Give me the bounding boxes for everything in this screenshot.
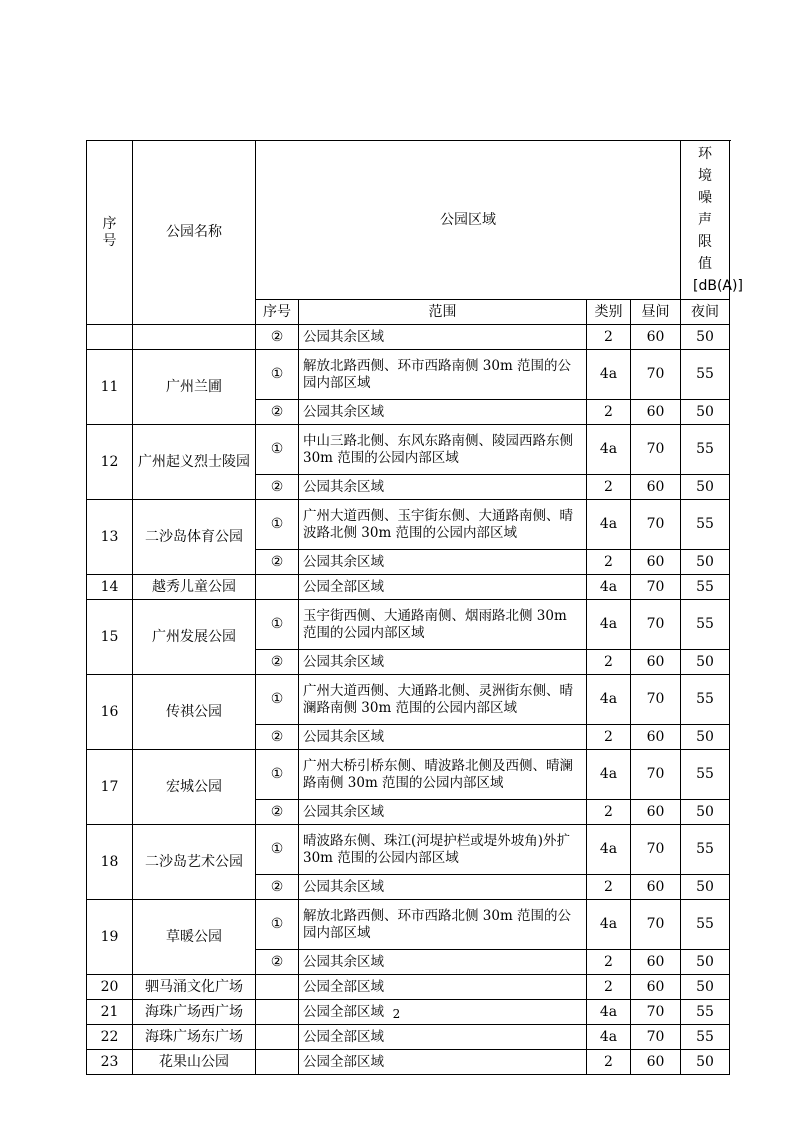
zone-range: 晴波路东侧、珠江(河堤护栏或堤外坡角)外扩 30m 范围的公园内部区域 [299,825,587,875]
zone-category: 2 [587,875,631,900]
zone-category: 4a [587,900,631,950]
limit-day: 60 [631,950,681,975]
park-name: 广州发展公园 [133,600,256,675]
zone-mark [256,1050,299,1075]
park-name: 驷马涌文化广场 [133,975,256,1000]
zone-range: 玉宇街西侧、大通路南侧、烟雨路北侧 30m 范围的公园内部区域 [299,600,587,650]
limit-night: 55 [681,350,730,400]
park-name: 海珠广场西广场 [133,1000,256,1025]
zone-mark: ① [256,825,299,875]
limit-night: 50 [681,975,730,1000]
table-row [87,600,730,650]
noise-limit-table [86,140,743,1075]
zone-range: 公园其余区域 [299,325,587,350]
zone-mark [256,575,299,600]
zone-range: 公园全部区域 [299,575,587,600]
limit-day: 70 [631,825,681,875]
limit-day: 70 [631,900,681,950]
zone-mark: ① [256,600,299,650]
limit-day: 60 [631,975,681,1000]
zone-category: 4a [587,500,631,550]
row-seq: 23 [87,1050,133,1075]
zone-range: 公园其余区域 [299,550,587,575]
park-name: 广州起义烈士陵园 [133,425,256,500]
row-seq: 16 [87,675,133,750]
header-night: 夜间 [681,300,730,325]
limit-day: 70 [631,425,681,475]
park-name: 宏城公园 [133,750,256,825]
header-noise-limit: 环境噪声限值[dB(A)] [681,141,730,300]
zone-category: 2 [587,800,631,825]
zone-category: 2 [587,325,631,350]
row-seq: 13 [87,500,133,575]
limit-night: 55 [681,600,730,650]
table-row [87,325,730,350]
zone-mark: ① [256,500,299,550]
limit-day: 60 [631,725,681,750]
zone-range: 中山三路北侧、东风东路南侧、陵园西路东侧 30m 范围的公园内部区域 [299,425,587,475]
zone-mark [256,1025,299,1050]
zone-range: 公园其余区域 [299,650,587,675]
limit-day: 60 [631,650,681,675]
row-seq: 17 [87,750,133,825]
row-seq: 19 [87,900,133,975]
zone-mark: ① [256,425,299,475]
zone-range: 广州大桥引桥东侧、晴波路北侧及西侧、晴澜路南侧 30m 范围的公园内部区域 [299,750,587,800]
park-name: 越秀儿童公园 [133,575,256,600]
limit-night: 55 [681,1000,730,1025]
zone-category: 2 [587,475,631,500]
table-row [87,425,730,475]
zone-mark [256,975,299,1000]
header-range: 范围 [299,300,587,325]
limit-night: 50 [681,875,730,900]
zone-category: 2 [587,975,631,1000]
row-seq: 21 [87,1000,133,1025]
zone-range: 公园其余区域 [299,725,587,750]
table-row [87,350,730,400]
row-seq: 11 [87,350,133,425]
limit-day: 60 [631,325,681,350]
limit-night: 55 [681,500,730,550]
row-seq: 22 [87,1025,133,1050]
limit-day: 70 [631,1025,681,1050]
limit-day: 60 [631,400,681,425]
limit-night: 55 [681,750,730,800]
limit-night: 50 [681,725,730,750]
limit-day: 60 [631,550,681,575]
limit-night: 55 [681,575,730,600]
zone-mark: ② [256,475,299,500]
zone-category: 2 [587,550,631,575]
zone-range: 公园全部区域 [299,1050,587,1075]
zone-category: 4a [587,575,631,600]
limit-night: 55 [681,1025,730,1050]
zone-category: 4a [587,350,631,400]
table-row [87,675,730,725]
table-row [87,500,730,550]
table-row [87,1050,730,1075]
limit-day: 60 [631,800,681,825]
zone-range: 公园其余区域 [299,800,587,825]
zone-range: 公园其余区域 [299,400,587,425]
zone-mark: ② [256,650,299,675]
zone-range: 公园其余区域 [299,875,587,900]
park-name: 草暖公园 [133,900,256,975]
zone-category: 2 [587,400,631,425]
zone-range: 广州大道西侧、大通路北侧、灵洲街东侧、晴澜路南侧 30m 范围的公园内部区域 [299,675,587,725]
park-name: 二沙岛体育公园 [133,500,256,575]
header-sub-seq: 序号 [256,300,299,325]
limit-night: 50 [681,550,730,575]
park-name: 花果山公园 [133,1050,256,1075]
zone-mark: ② [256,875,299,900]
row-seq: 15 [87,600,133,675]
limit-night: 50 [681,650,730,675]
limit-night: 50 [681,475,730,500]
zone-mark: ① [256,900,299,950]
park-name: 二沙岛艺术公园 [133,825,256,900]
zone-category: 4a [587,675,631,725]
limit-day: 70 [631,350,681,400]
zone-category: 4a [587,1025,631,1050]
row-seq: 18 [87,825,133,900]
header-park-name: 公园名称 [133,141,256,325]
zone-mark: ② [256,550,299,575]
park-name [133,325,256,350]
limit-night: 55 [681,675,730,725]
row-seq: 12 [87,425,133,500]
table-row [87,1025,730,1050]
zone-category: 4a [587,750,631,800]
zone-category: 4a [587,600,631,650]
limit-night: 50 [681,1050,730,1075]
limit-night: 50 [681,950,730,975]
table-row [87,575,730,600]
zone-range: 解放北路西侧、环市西路南侧 30m 范围的公园内部区域 [299,350,587,400]
header-seq: 序号 [87,141,133,325]
zone-range: 解放北路西侧、环市西路北侧 30m 范围的公园内部区域 [299,900,587,950]
zone-mark: ① [256,675,299,725]
header-park-area: 公园区域 [256,141,681,300]
limit-day: 70 [631,1000,681,1025]
park-name: 广州兰圃 [133,350,256,425]
limit-day: 70 [631,675,681,725]
table-row [87,975,730,1000]
park-name: 海珠广场东广场 [133,1025,256,1050]
zone-category: 2 [587,650,631,675]
zone-mark: ② [256,950,299,975]
table-row [87,900,730,950]
table-row [87,825,730,875]
limit-night: 55 [681,900,730,950]
zone-range: 公园其余区域 [299,950,587,975]
zone-category: 4a [587,425,631,475]
header-category: 类别 [587,300,631,325]
zone-range: 公园全部区域 [299,975,587,1000]
table-row [87,750,730,800]
zone-category: 2 [587,725,631,750]
limit-day: 70 [631,600,681,650]
zone-range: 公园全部区域 [299,1000,587,1025]
zone-range: 公园全部区域 [299,1025,587,1050]
limit-day: 70 [631,500,681,550]
zone-category: 2 [587,1050,631,1075]
limit-night: 50 [681,800,730,825]
page-number: 2 [392,1007,401,1021]
zone-mark: ① [256,350,299,400]
table-body [87,325,730,1075]
row-seq: 14 [87,575,133,600]
zone-category: 2 [587,950,631,975]
zone-category: 4a [587,825,631,875]
limit-day: 60 [631,1050,681,1075]
zone-category: 4a [587,1000,631,1025]
zone-mark: ② [256,325,299,350]
zone-mark: ① [256,750,299,800]
limit-night: 55 [681,425,730,475]
limit-night: 55 [681,825,730,875]
zone-mark: ② [256,800,299,825]
zone-range: 公园其余区域 [299,475,587,500]
limit-day: 70 [631,575,681,600]
limit-day: 70 [631,750,681,800]
zone-mark: ② [256,400,299,425]
zone-mark: ② [256,725,299,750]
limit-day: 60 [631,475,681,500]
header-day: 昼间 [631,300,681,325]
row-seq [87,325,133,350]
park-name: 传祺公园 [133,675,256,750]
zone-range: 广州大道西侧、玉宇街东侧、大通路南侧、晴波路北侧 30m 范围的公园内部区域 [299,500,587,550]
row-seq: 20 [87,975,133,1000]
limit-day: 60 [631,875,681,900]
limit-night: 50 [681,325,730,350]
limit-night: 50 [681,400,730,425]
